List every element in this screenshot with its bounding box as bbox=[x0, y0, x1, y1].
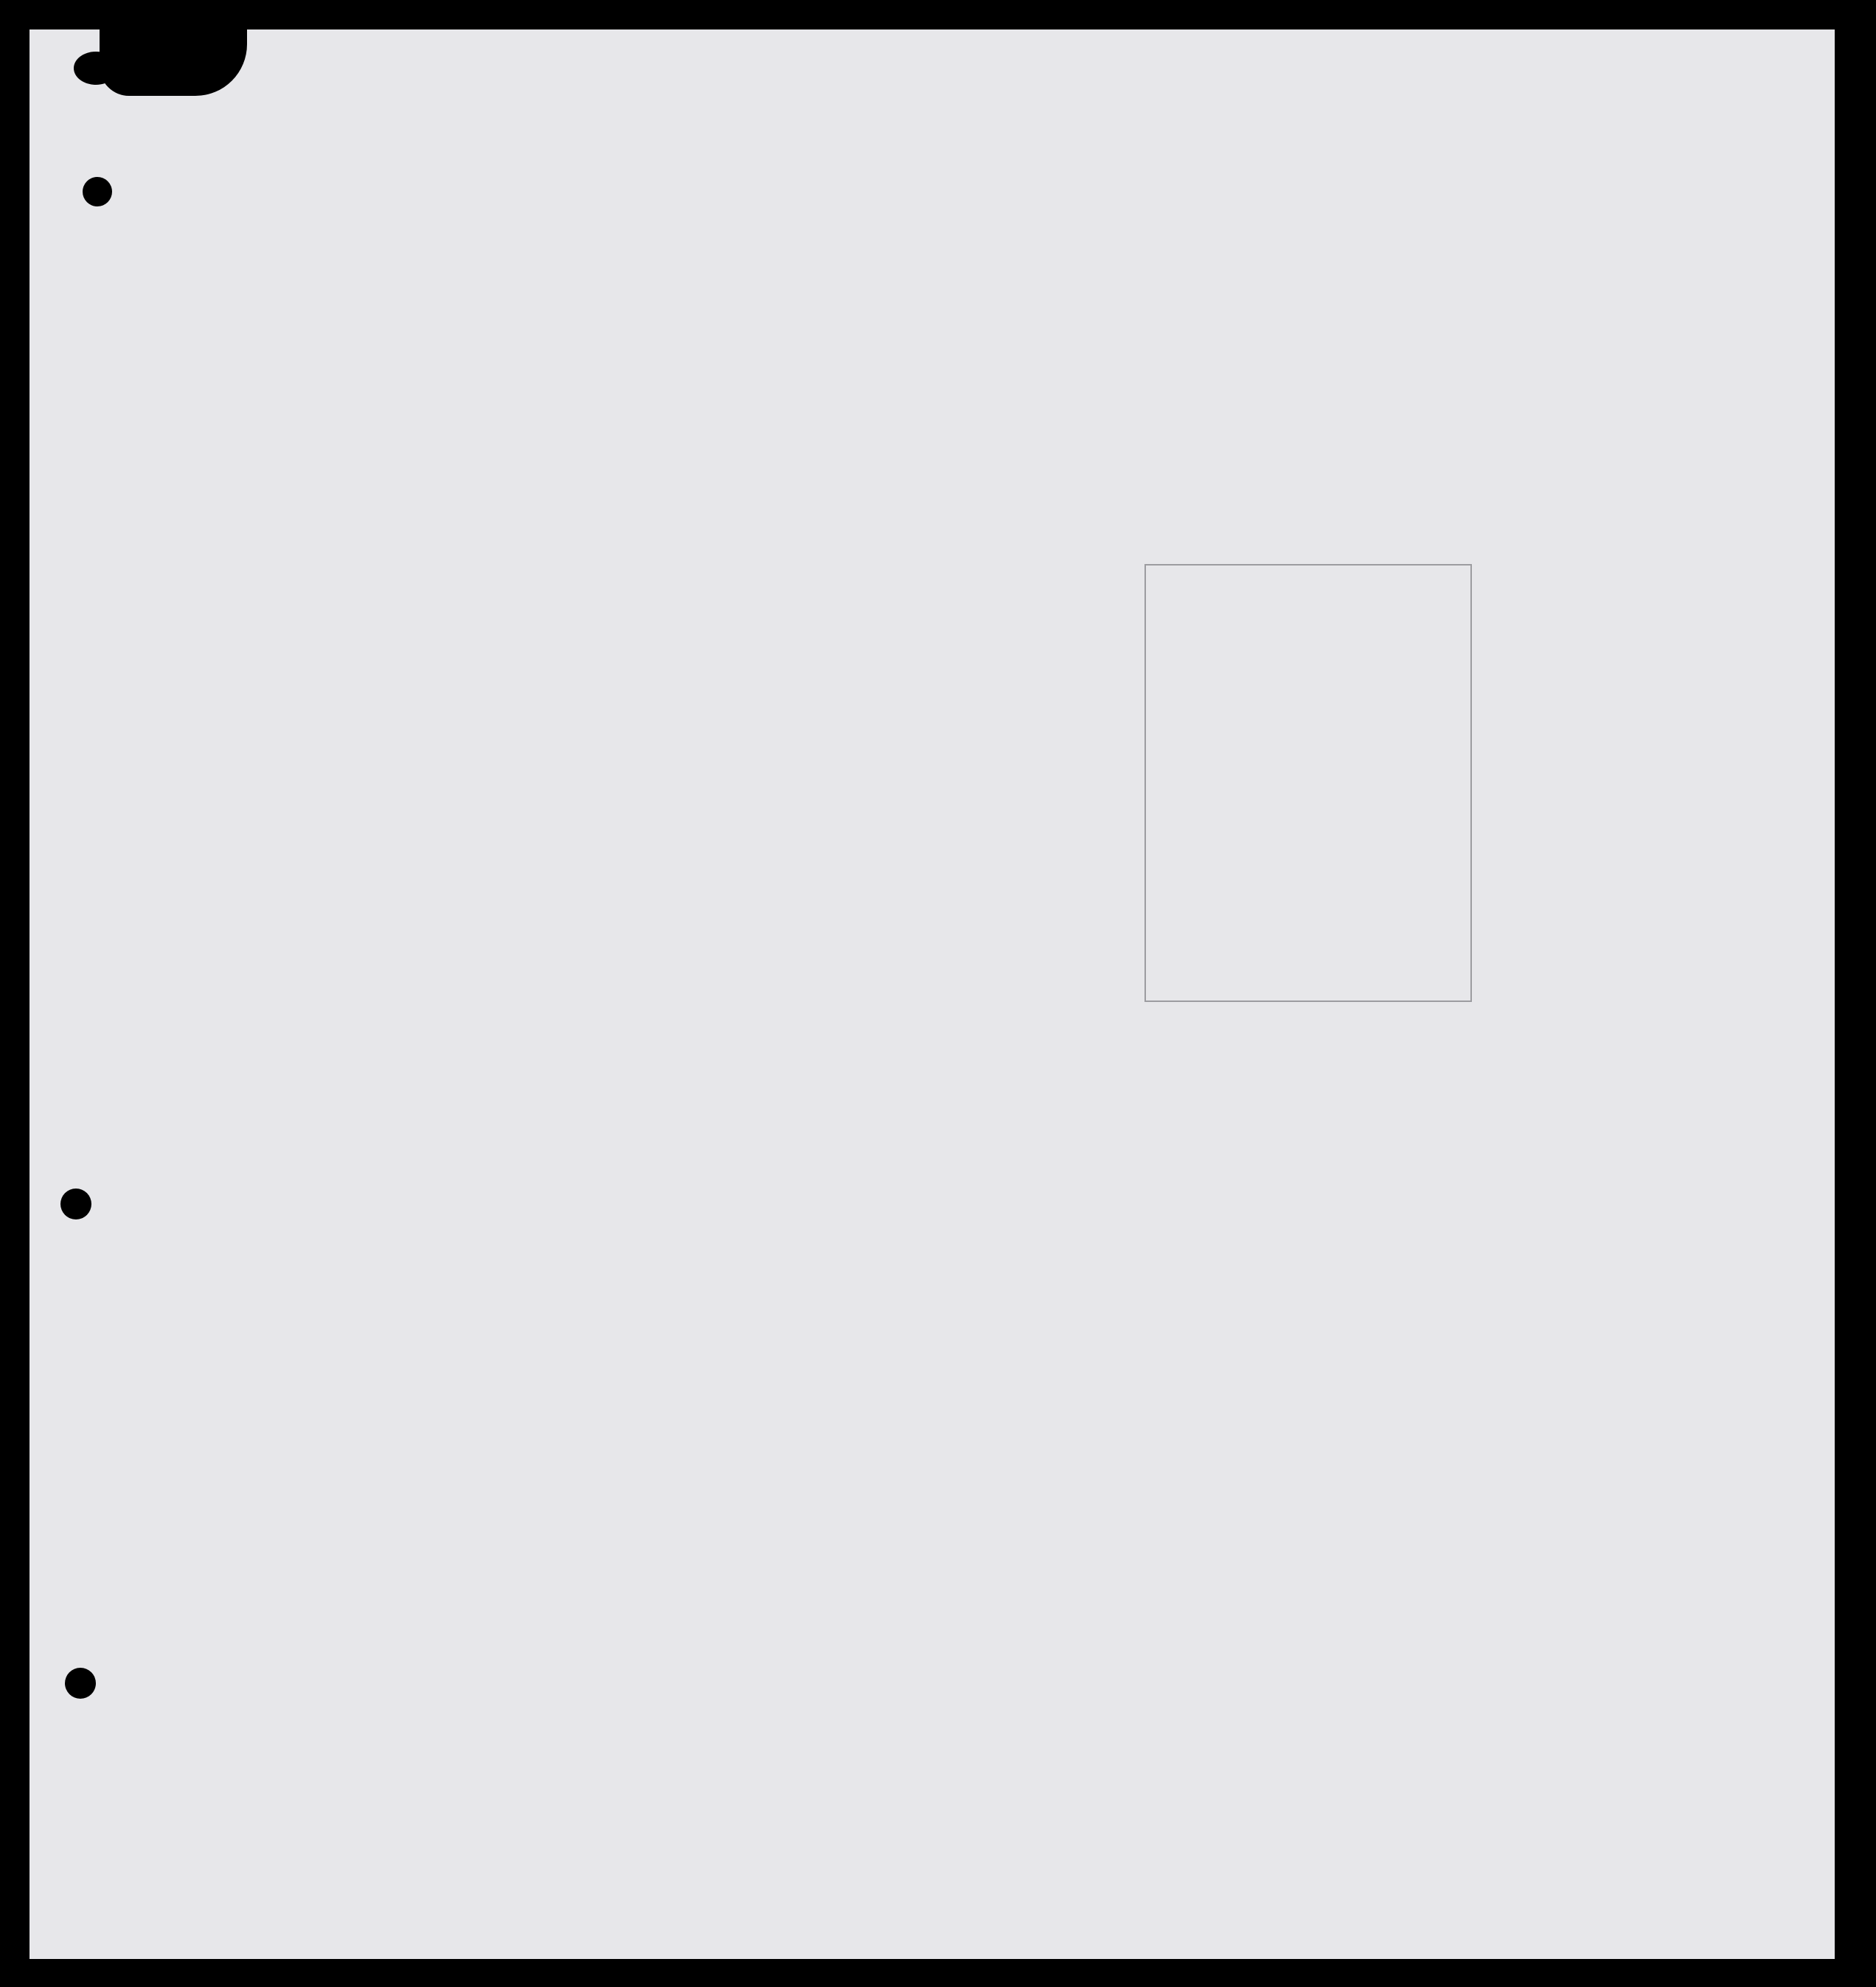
consular-visa-stamp bbox=[1144, 564, 1472, 1002]
manifest-page bbox=[29, 29, 1835, 1959]
closing-note bbox=[1047, 540, 1077, 558]
table-grid bbox=[29, 29, 1835, 1959]
embossed-seal bbox=[114, 571, 339, 818]
